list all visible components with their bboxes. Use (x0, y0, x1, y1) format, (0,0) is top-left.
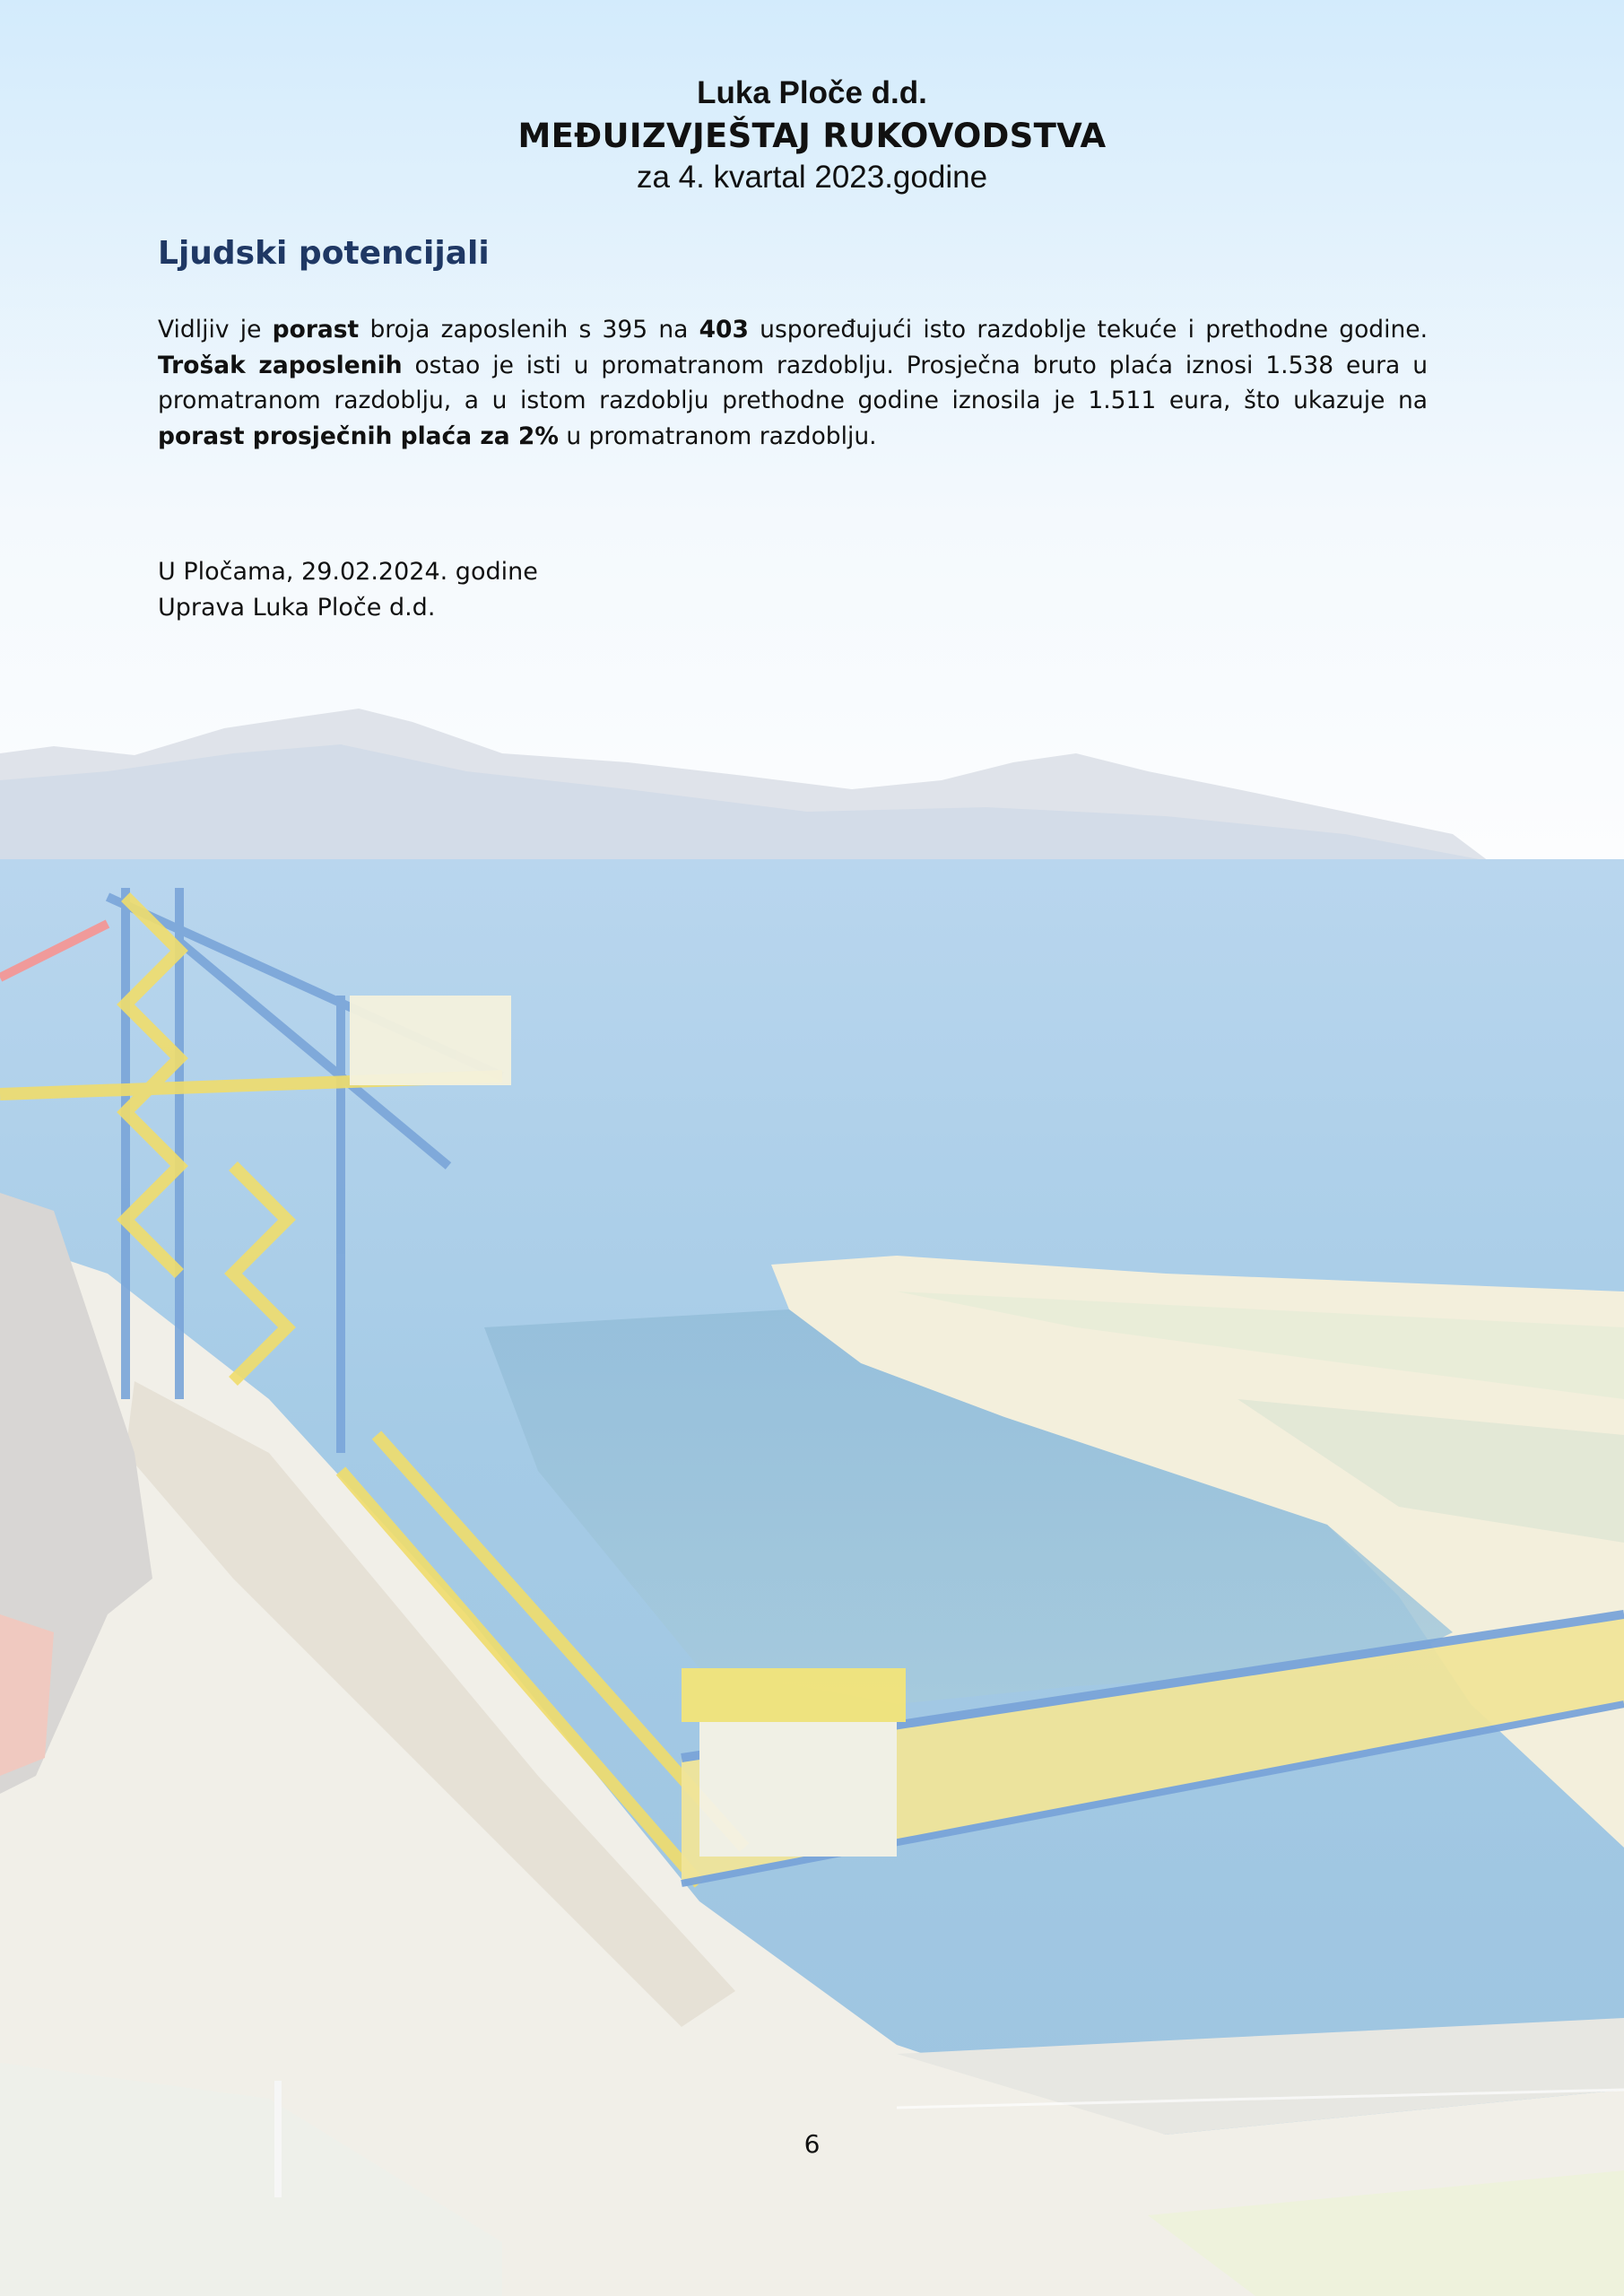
page-number: 6 (803, 2129, 821, 2159)
paragraph-segment: Vidljiv je (158, 316, 273, 344)
paragraph-segment: ostao je isti u promatranom razdoblju. Prosječna bruto plaća iznosi 1.538 eura u promatranom razdoblju, a u istom razdoblju prethodne godine iznosila je 1.511 eura, što ukazuje na (158, 351, 1428, 414)
paragraph-segment-bold: 403 (699, 316, 749, 344)
report-period: za 4. kvartal 2023.godine (636, 160, 988, 195)
paragraph-segment-bold: porast prosječnih plaća za 2% (158, 422, 559, 450)
signatory: Uprava Luka Ploče d.d. (158, 594, 436, 622)
paragraph-segment: u promatranom razdoblju. (558, 422, 877, 450)
paragraph-segment: broja zaposlenih s 395 na (359, 316, 699, 344)
body-paragraph (158, 312, 1428, 454)
section-title: Ljudski potencijali (158, 235, 490, 272)
company-name: Luka Ploče d.d. (697, 75, 927, 110)
place-date: U Pločama, 29.02.2024. godine (158, 558, 538, 586)
paragraph-segment-bold: Trošak zaposlenih (158, 351, 403, 379)
paragraph-segment-bold: porast (272, 316, 360, 344)
paragraph-segment: uspoređujući isto razdoblje tekuće i prethodne godine. (748, 316, 1428, 344)
report-title: MEĐUIZVJEŠTAJ RUKOVODSTVA (517, 117, 1107, 155)
